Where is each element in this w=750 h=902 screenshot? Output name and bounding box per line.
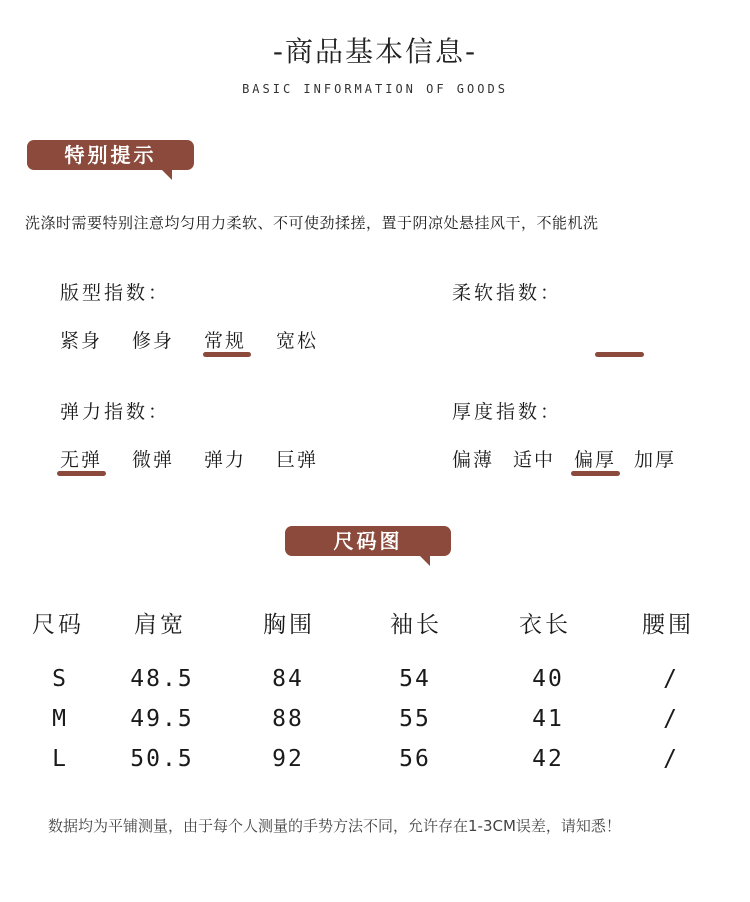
- special-tip-tag-label: 特别提示: [64, 143, 157, 167]
- stretch-option-slight: 微弹: [132, 449, 175, 471]
- measurement-note: 数据均为平铺测量，由于每个人测量的手势方法不同，允许存在1-3CM误差，请知悉！: [48, 817, 621, 835]
- table-cell: 55: [399, 706, 431, 732]
- table-cell: 41: [532, 706, 564, 732]
- special-tip-tag-tail: [160, 168, 172, 180]
- fit-option-slim: 修身: [132, 330, 175, 352]
- thickness-option-thick: 偏厚: [574, 449, 617, 471]
- table-cell: 92: [272, 746, 304, 772]
- header-chest: 胸围: [263, 612, 315, 638]
- size-chart-tag-label: 尺码图: [333, 529, 403, 553]
- header-shoulder: 肩宽: [134, 612, 186, 638]
- size-chart-tag-tail: [418, 554, 430, 566]
- care-instructions: 洗涤时需要特别注意均匀用力柔软、不可使劲揉搓，置于阴凉处悬挂风干，不能机洗: [25, 214, 599, 232]
- thickness-option-medium: 适中: [513, 449, 556, 471]
- table-cell: 84: [272, 666, 304, 692]
- stretch-selected-underline: [57, 471, 106, 476]
- thickness-option-extra-thick: 加厚: [634, 449, 677, 471]
- header-length: 衣长: [519, 612, 571, 638]
- fit-option-regular: 常规: [204, 330, 247, 352]
- fit-option-loose: 宽松: [276, 330, 319, 352]
- stretch-option-none: 无弹: [60, 449, 103, 471]
- table-cell: L: [52, 746, 68, 772]
- table-cell: /: [663, 706, 679, 732]
- table-cell: 48.5: [130, 666, 194, 692]
- table-cell: 49.5: [130, 706, 194, 732]
- special-tip-tag: [27, 140, 194, 170]
- table-cell: 54: [399, 666, 431, 692]
- table-cell: 56: [399, 746, 431, 772]
- table-cell: /: [663, 666, 679, 692]
- table-cell: /: [663, 746, 679, 772]
- page-subtitle: BASIC INFORMATION OF GOODS: [242, 82, 508, 96]
- header-sleeve: 袖长: [390, 612, 442, 638]
- stretch-index-label: 弹力指数：: [60, 401, 171, 423]
- table-cell: 50.5: [130, 746, 194, 772]
- table-cell: 42: [532, 746, 564, 772]
- header-waist: 腰围: [642, 612, 694, 638]
- stretch-option-stretchy: 弹力: [204, 449, 247, 471]
- fit-index-label: 版型指数：: [60, 282, 171, 304]
- thickness-option-thin: 偏薄: [452, 449, 495, 471]
- table-cell: 40: [532, 666, 564, 692]
- page-title: -商品基本信息-: [272, 35, 478, 68]
- header-size: 尺码: [32, 612, 84, 638]
- fit-option-tight: 紧身: [60, 330, 103, 352]
- thickness-selected-underline: [571, 471, 620, 476]
- size-chart-tag: [285, 526, 451, 556]
- table-cell: 88: [272, 706, 304, 732]
- fit-selected-underline: [203, 352, 251, 357]
- softness-index-label: 柔软指数：: [452, 282, 563, 304]
- softness-selected-underline: [595, 352, 644, 357]
- thickness-index-label: 厚度指数：: [452, 401, 563, 423]
- stretch-option-huge: 巨弹: [276, 449, 319, 471]
- table-cell: M: [52, 706, 68, 732]
- table-cell: S: [52, 666, 68, 692]
